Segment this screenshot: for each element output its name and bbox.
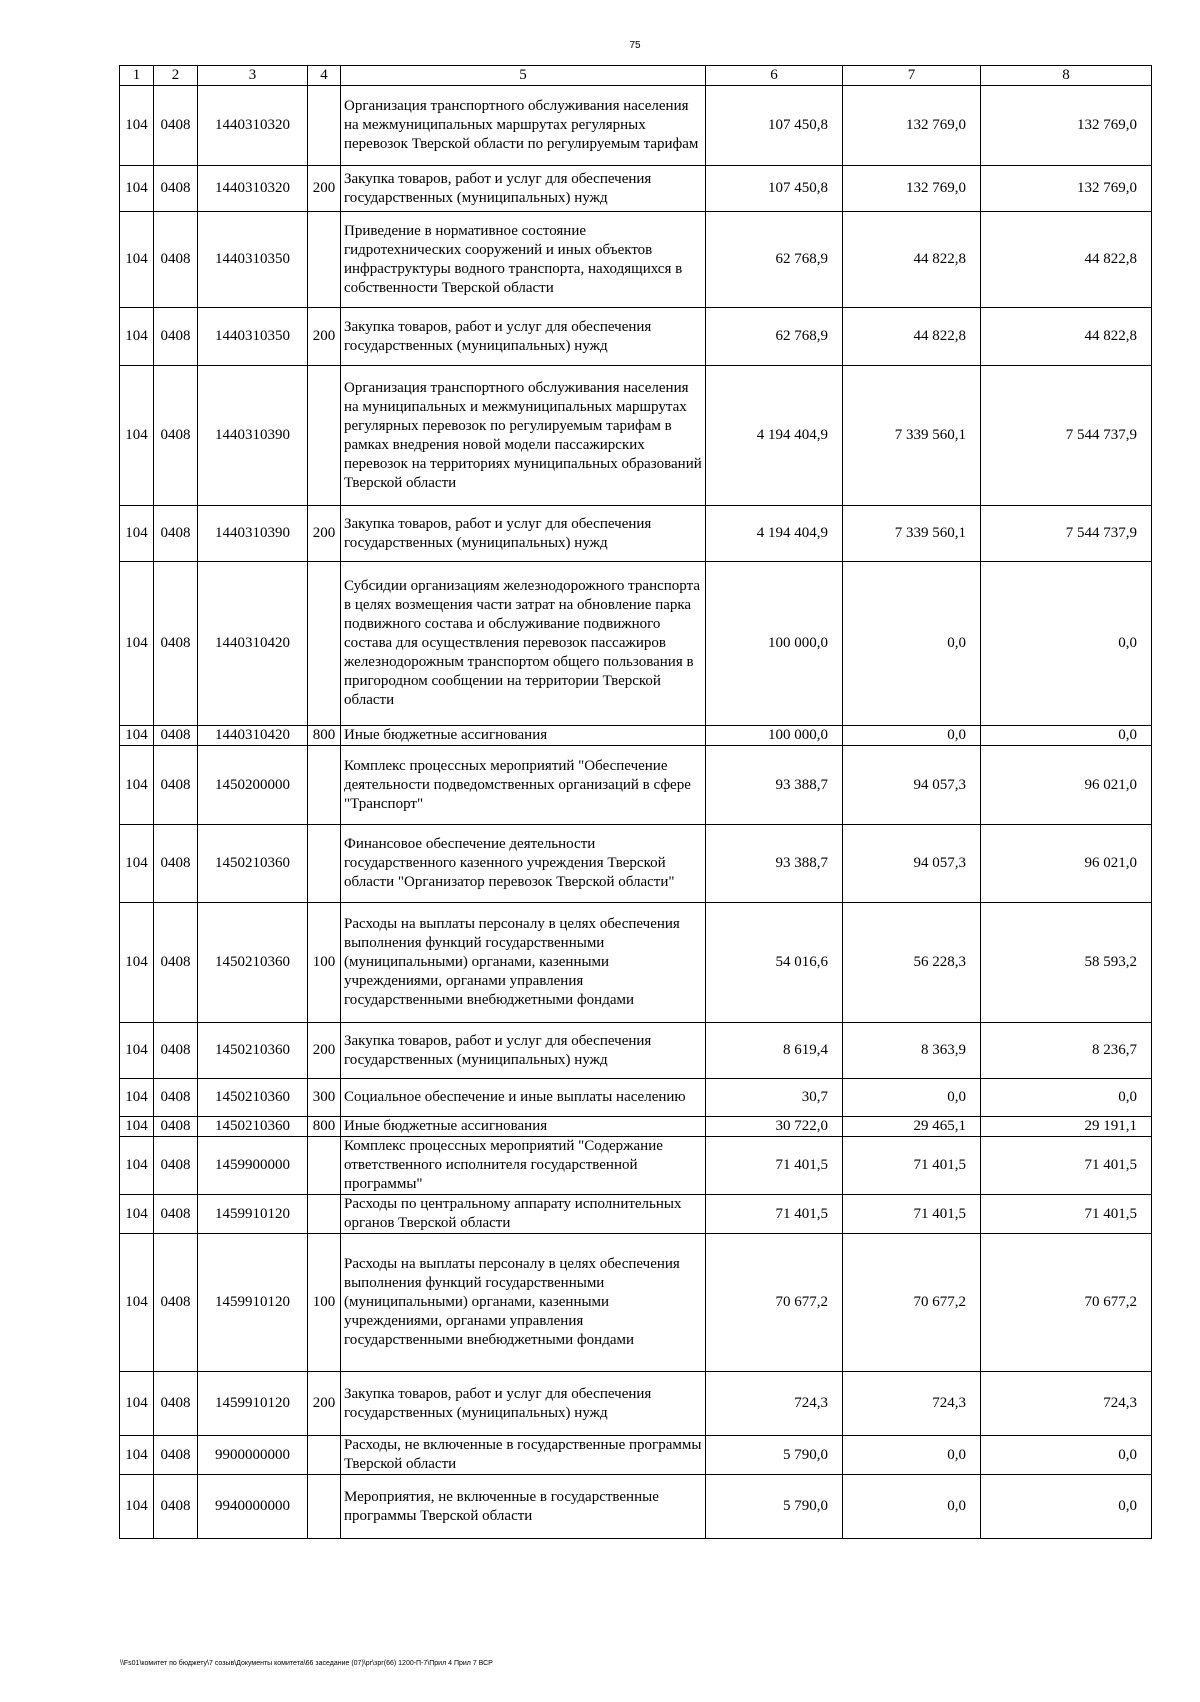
cell-section: 104 [120,366,154,506]
cell-subsection: 0408 [154,166,198,212]
cell-value-year3: 8 236,7 [981,1023,1152,1079]
cell-value-year1: 70 677,2 [706,1234,843,1372]
cell-target-article: 1440310350 [198,308,308,366]
table-row [120,366,1152,506]
cell-section: 104 [120,726,154,746]
cell-section: 104 [120,903,154,1023]
cell-subsection: 0408 [154,1234,198,1372]
cell-expense-type: 200 [308,506,341,562]
cell-target-article: 9900000000 [198,1436,308,1475]
cell-value-year3: 132 769,0 [981,86,1152,166]
cell-target-article: 1459910120 [198,1234,308,1372]
cell-target-article: 1440310420 [198,726,308,746]
cell-target-article: 1450210360 [198,903,308,1023]
cell-subsection: 0408 [154,1079,198,1117]
cell-section: 104 [120,1023,154,1079]
cell-expense-type [308,212,341,308]
cell-section: 104 [120,562,154,726]
column-header: 5 [341,66,706,86]
cell-value-year3: 0,0 [981,562,1152,726]
cell-subsection: 0408 [154,903,198,1023]
cell-target-article: 1459910120 [198,1195,308,1234]
column-header: 2 [154,66,198,86]
cell-expense-type: 200 [308,308,341,366]
cell-description: Мероприятия, не включенные в государственные программы Тверской области [341,1475,706,1539]
cell-subsection: 0408 [154,562,198,726]
table-row [120,1436,1152,1475]
cell-section: 104 [120,825,154,903]
cell-value-year1: 8 619,4 [706,1023,843,1079]
cell-expense-type [308,1436,341,1475]
cell-subsection: 0408 [154,1475,198,1539]
cell-section: 104 [120,746,154,825]
column-header: 3 [198,66,308,86]
table-row [120,726,1152,746]
cell-section: 104 [120,1436,154,1475]
cell-subsection: 0408 [154,726,198,746]
cell-value-year1: 71 401,5 [706,1137,843,1195]
cell-section: 104 [120,1137,154,1195]
cell-section: 104 [120,1117,154,1137]
table-row [120,308,1152,366]
table-row [120,1195,1152,1234]
cell-value-year2: 56 228,3 [843,903,981,1023]
cell-value-year1: 724,3 [706,1372,843,1436]
cell-value-year2: 94 057,3 [843,825,981,903]
table-row [120,1023,1152,1079]
cell-expense-type [308,86,341,166]
cell-value-year1: 5 790,0 [706,1475,843,1539]
cell-value-year1: 30 722,0 [706,1117,843,1137]
cell-value-year3: 7 544 737,9 [981,506,1152,562]
cell-expense-type [308,1137,341,1195]
cell-expense-type: 100 [308,1234,341,1372]
cell-value-year3: 71 401,5 [981,1137,1152,1195]
cell-value-year3: 29 191,1 [981,1117,1152,1137]
table-row [120,1079,1152,1117]
cell-value-year1: 62 768,9 [706,212,843,308]
cell-section: 104 [120,308,154,366]
cell-description: Закупка товаров, работ и услуг для обеспечения государственных (муниципальных) нужд [341,166,706,212]
cell-value-year2: 7 339 560,1 [843,366,981,506]
cell-value-year1: 71 401,5 [706,1195,843,1234]
cell-value-year2: 70 677,2 [843,1234,981,1372]
cell-expense-type: 100 [308,903,341,1023]
cell-value-year3: 44 822,8 [981,308,1152,366]
table-row [120,1475,1152,1539]
cell-subsection: 0408 [154,1372,198,1436]
cell-value-year1: 107 450,8 [706,166,843,212]
cell-description: Закупка товаров, работ и услуг для обеспечения государственных (муниципальных) нужд [341,1372,706,1436]
cell-value-year3: 96 021,0 [981,825,1152,903]
cell-subsection: 0408 [154,308,198,366]
cell-description: Иные бюджетные ассигнования [341,726,706,746]
cell-value-year3: 44 822,8 [981,212,1152,308]
cell-section: 104 [120,1475,154,1539]
cell-value-year3: 0,0 [981,726,1152,746]
cell-description: Расходы по центральному аппарату исполнительных органов Тверской области [341,1195,706,1234]
cell-section: 104 [120,1234,154,1372]
cell-value-year2: 44 822,8 [843,212,981,308]
cell-value-year2: 94 057,3 [843,746,981,825]
cell-subsection: 0408 [154,1137,198,1195]
cell-value-year2: 71 401,5 [843,1137,981,1195]
cell-value-year1: 100 000,0 [706,562,843,726]
cell-expense-type [308,746,341,825]
cell-target-article: 1440310320 [198,86,308,166]
cell-value-year3: 724,3 [981,1372,1152,1436]
cell-value-year3: 71 401,5 [981,1195,1152,1234]
cell-value-year2: 0,0 [843,1475,981,1539]
cell-value-year2: 0,0 [843,562,981,726]
table-row [120,1117,1152,1137]
table-row [120,825,1152,903]
cell-description: Комплекс процессных мероприятий "Обеспечение деятельности подведомственных организаций в сфере "Транспорт" [341,746,706,825]
cell-expense-type [308,1475,341,1539]
cell-expense-type: 300 [308,1079,341,1117]
cell-target-article: 1450210360 [198,1023,308,1079]
table-row [120,1234,1152,1372]
cell-value-year3: 70 677,2 [981,1234,1152,1372]
cell-expense-type [308,1195,341,1234]
cell-value-year2: 8 363,9 [843,1023,981,1079]
cell-value-year3: 0,0 [981,1475,1152,1539]
cell-value-year2: 0,0 [843,1436,981,1475]
cell-target-article: 1450210360 [198,825,308,903]
cell-subsection: 0408 [154,1436,198,1475]
cell-target-article: 1450210360 [198,1079,308,1117]
cell-section: 104 [120,166,154,212]
cell-value-year1: 30,7 [706,1079,843,1117]
table-row [120,212,1152,308]
table-row [120,1372,1152,1436]
table-row [120,166,1152,212]
cell-value-year2: 132 769,0 [843,166,981,212]
cell-target-article: 9940000000 [198,1475,308,1539]
cell-target-article: 1440310390 [198,506,308,562]
cell-value-year2: 7 339 560,1 [843,506,981,562]
table-row [120,903,1152,1023]
cell-subsection: 0408 [154,1195,198,1234]
cell-value-year1: 5 790,0 [706,1436,843,1475]
cell-value-year2: 71 401,5 [843,1195,981,1234]
cell-expense-type: 200 [308,1372,341,1436]
cell-section: 104 [120,212,154,308]
cell-value-year2: 0,0 [843,726,981,746]
cell-description: Субсидии организациям железнодорожного транспорта в целях возмещения части затрат на обновление парка подвижного состава и обслуживание подвижного состава для осуществления перевозок пассажиров железнодорожным транспортом общего пользования в пригородном сообщении на территории Тверской области [341,562,706,726]
table-row [120,506,1152,562]
cell-description: Организация транспортного обслуживания населения на межмуниципальных маршрутах регулярных перевозок Тверской области по регулируемым тарифам [341,86,706,166]
cell-target-article: 1440310350 [198,212,308,308]
cell-expense-type: 800 [308,1117,341,1137]
cell-expense-type [308,562,341,726]
cell-section: 104 [120,1372,154,1436]
cell-value-year3: 0,0 [981,1079,1152,1117]
column-header: 8 [981,66,1152,86]
column-header: 7 [843,66,981,86]
cell-value-year2: 44 822,8 [843,308,981,366]
cell-target-article: 1440310320 [198,166,308,212]
cell-value-year1: 62 768,9 [706,308,843,366]
file-path-footer: \\Fs01\комитет по бюджету\7 созыв\Документы комитета\66 заседание (07)\рг\зрг(66) 1200-П-7\Прил 4 Прил 7 ВСР [120,1660,493,1667]
cell-subsection: 0408 [154,746,198,825]
cell-section: 104 [120,86,154,166]
cell-value-year1: 93 388,7 [706,825,843,903]
cell-expense-type: 200 [308,166,341,212]
cell-target-article: 1450210360 [198,1117,308,1137]
header-row [120,66,1152,86]
cell-value-year1: 4 194 404,9 [706,366,843,506]
cell-expense-type [308,366,341,506]
cell-subsection: 0408 [154,506,198,562]
cell-expense-type: 800 [308,726,341,746]
cell-expense-type [308,825,341,903]
cell-value-year2: 0,0 [843,1079,981,1117]
cell-section: 104 [120,1079,154,1117]
cell-target-article: 1459900000 [198,1137,308,1195]
cell-subsection: 0408 [154,366,198,506]
cell-value-year1: 93 388,7 [706,746,843,825]
cell-section: 104 [120,506,154,562]
budget-table [119,65,1152,1539]
cell-description: Расходы, не включенные в государственные программы Тверской области [341,1436,706,1475]
cell-description: Закупка товаров, работ и услуг для обеспечения государственных (муниципальных) нужд [341,308,706,366]
cell-value-year2: 29 465,1 [843,1117,981,1137]
cell-target-article: 1440310420 [198,562,308,726]
cell-description: Расходы на выплаты персоналу в целях обеспечения выполнения функций государственными (муниципальными) органами, казенными учреждениями, органами управления государственными внебюджетными фондами [341,903,706,1023]
cell-subsection: 0408 [154,1117,198,1137]
cell-value-year3: 96 021,0 [981,746,1152,825]
cell-target-article: 1459910120 [198,1372,308,1436]
cell-value-year3: 58 593,2 [981,903,1152,1023]
cell-target-article: 1440310390 [198,366,308,506]
table-row [120,562,1152,726]
table-row [120,86,1152,166]
cell-description: Приведение в нормативное состояние гидротехнических сооружений и иных объектов инфраструктуры водного транспорта, находящихся в собственности Тверской области [341,212,706,308]
cell-description: Закупка товаров, работ и услуг для обеспечения государственных (муниципальных) нужд [341,1023,706,1079]
cell-target-article: 1450200000 [198,746,308,825]
cell-value-year3: 132 769,0 [981,166,1152,212]
column-header: 6 [706,66,843,86]
column-header: 4 [308,66,341,86]
table-row [120,1137,1152,1195]
cell-description: Комплекс процессных мероприятий "Содержание ответственного исполнителя государственной программы" [341,1137,706,1195]
cell-expense-type: 200 [308,1023,341,1079]
cell-value-year3: 7 544 737,9 [981,366,1152,506]
cell-section: 104 [120,1195,154,1234]
cell-description: Иные бюджетные ассигнования [341,1117,706,1137]
page-number: 75 [629,40,641,51]
cell-value-year2: 132 769,0 [843,86,981,166]
cell-description: Организация транспортного обслуживания населения на муниципальных и межмуниципальных маршрутах регулярных перевозок по регулируемым тарифам в рамках внедрения новой модели пассажирских перевозок на территориях муниципальных образований Тверской области [341,366,706,506]
cell-value-year1: 107 450,8 [706,86,843,166]
cell-description: Расходы на выплаты персоналу в целях обеспечения выполнения функций государственными (муниципальными) органами, казенными учреждениями, органами управления государственными внебюджетными фондами [341,1234,706,1372]
cell-value-year2: 724,3 [843,1372,981,1436]
cell-description: Закупка товаров, работ и услуг для обеспечения государственных (муниципальных) нужд [341,506,706,562]
cell-value-year3: 0,0 [981,1436,1152,1475]
cell-value-year1: 54 016,6 [706,903,843,1023]
cell-description: Социальное обеспечение и иные выплаты населению [341,1079,706,1117]
column-header: 1 [120,66,154,86]
cell-subsection: 0408 [154,212,198,308]
cell-value-year1: 100 000,0 [706,726,843,746]
cell-description: Финансовое обеспечение деятельности государственного казенного учреждения Тверской области "Организатор перевозок Тверской области" [341,825,706,903]
cell-value-year1: 4 194 404,9 [706,506,843,562]
cell-subsection: 0408 [154,86,198,166]
cell-subsection: 0408 [154,1023,198,1079]
table-row [120,746,1152,825]
cell-subsection: 0408 [154,825,198,903]
